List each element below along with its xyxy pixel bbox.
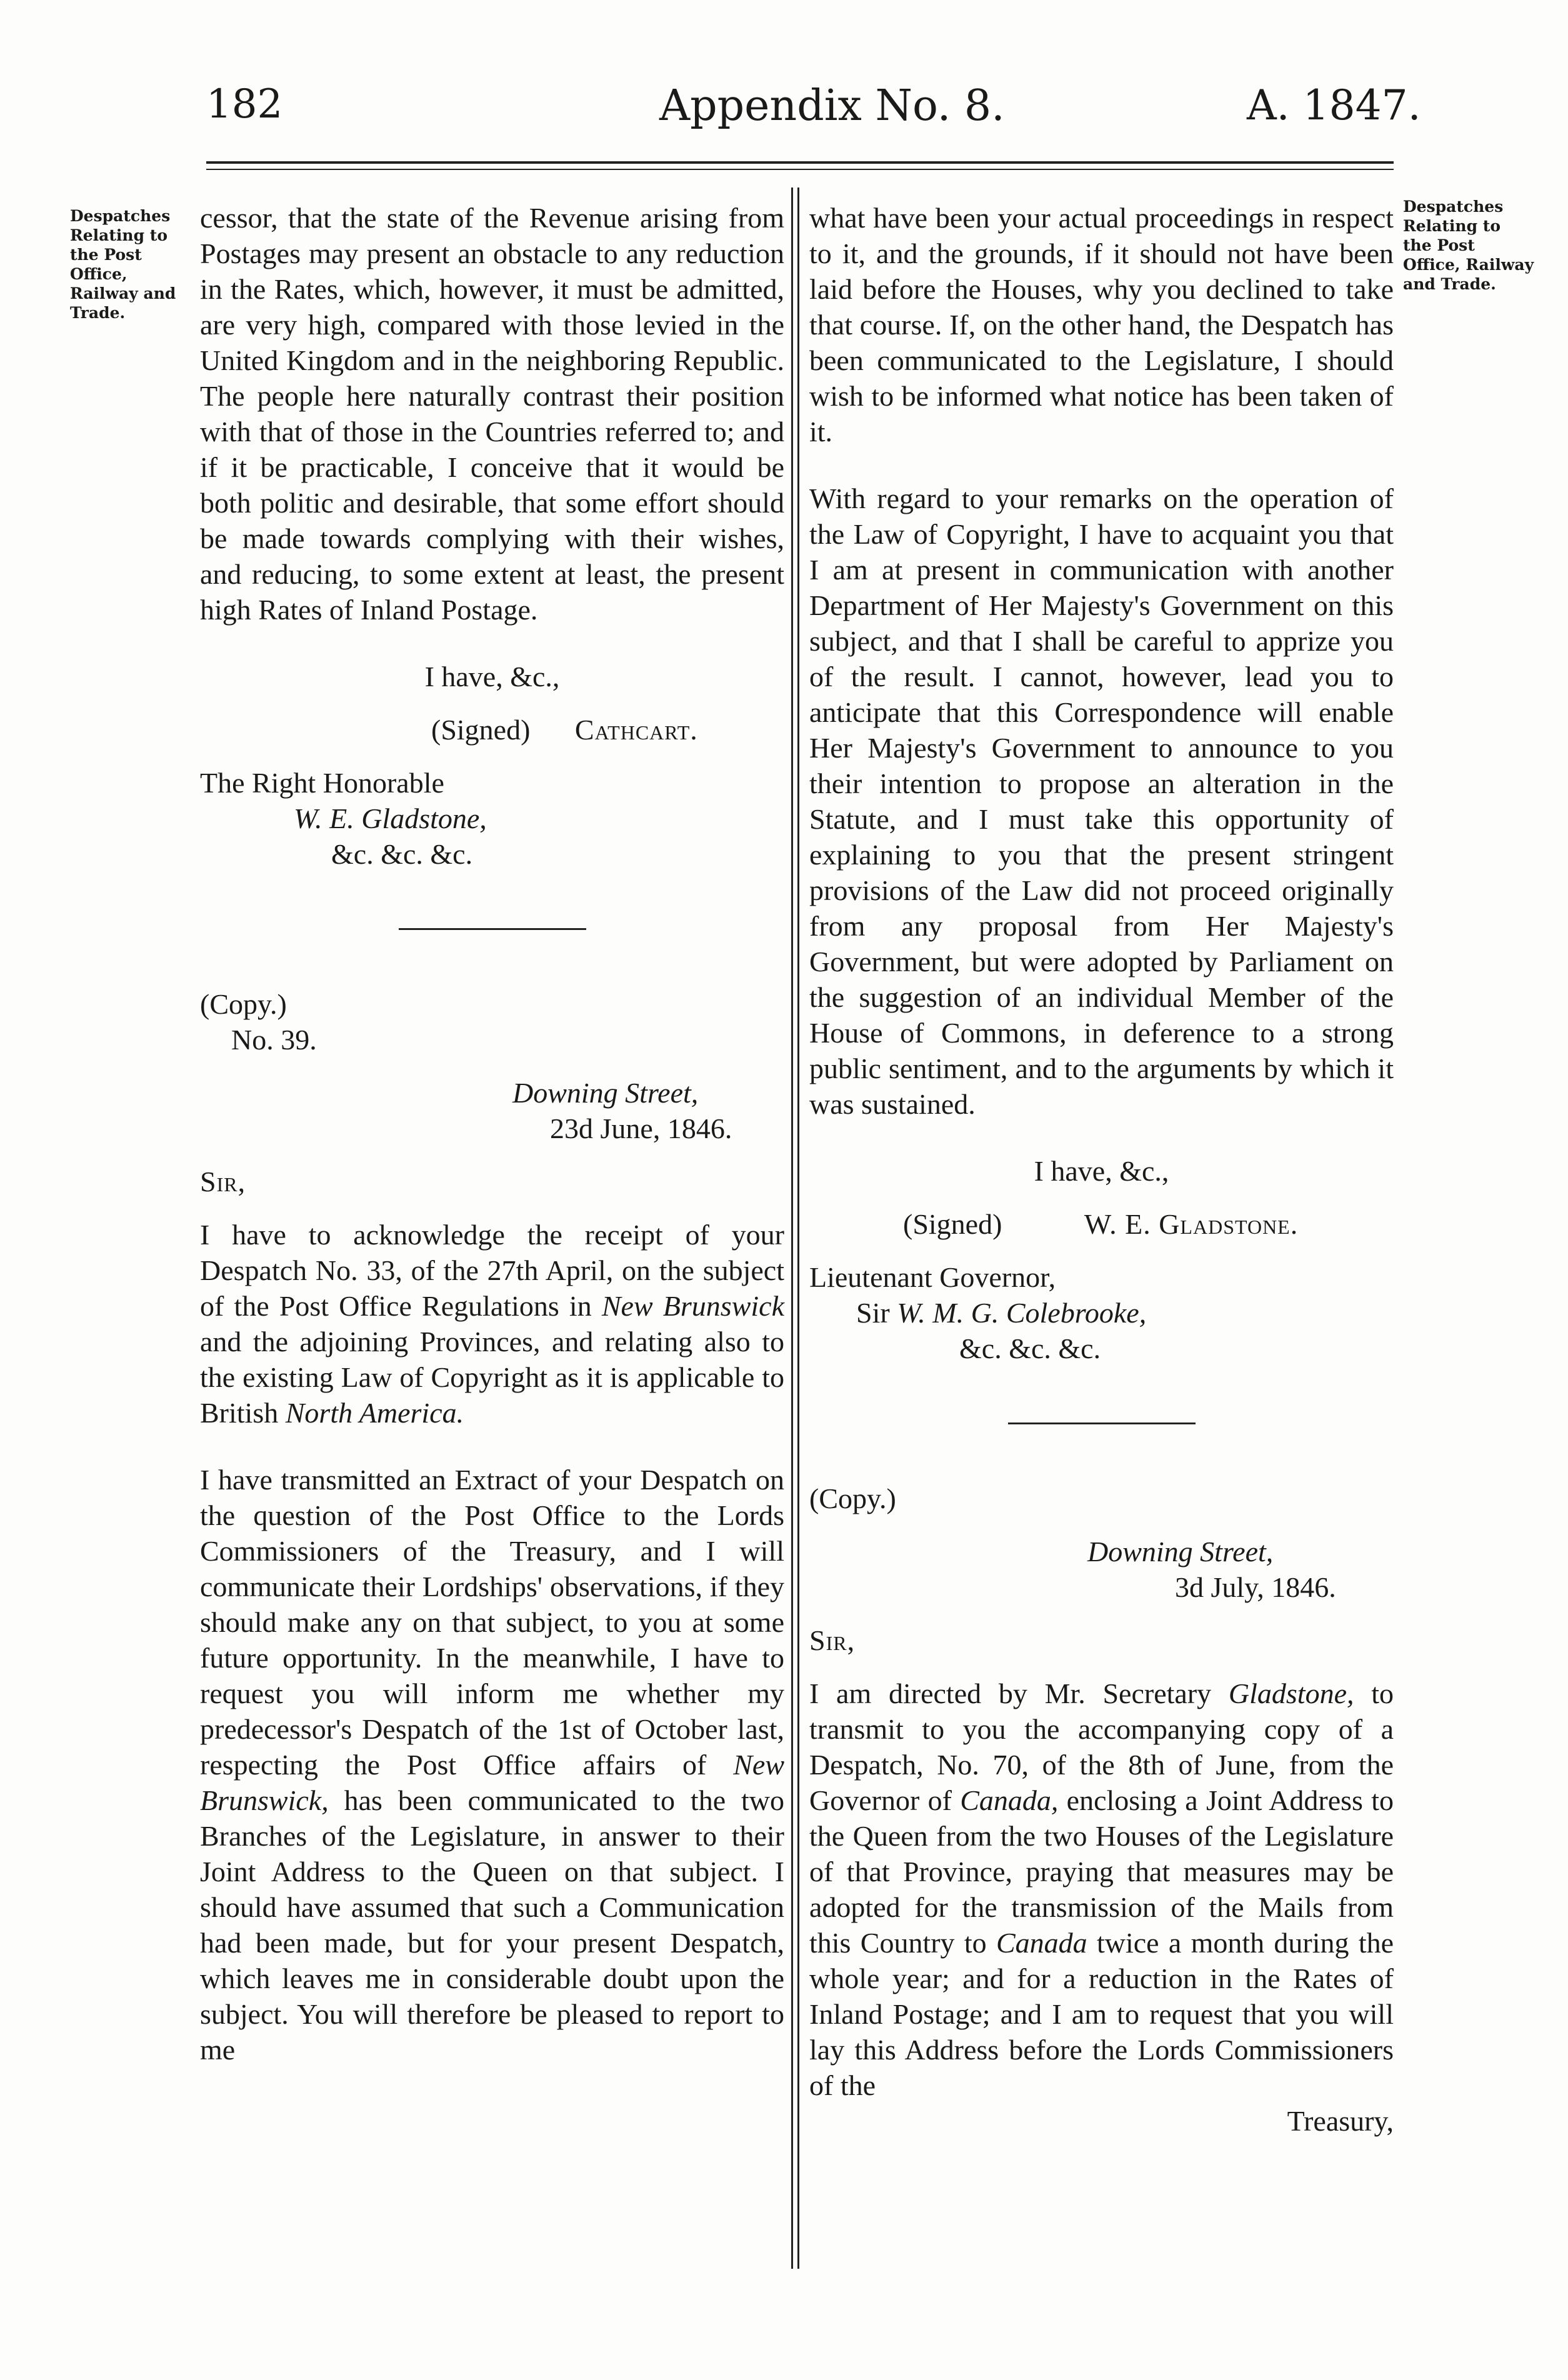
right-addr2-pre: Sir: [856, 1297, 890, 1329]
right-signature: [809, 1206, 1394, 1242]
page-year: A. 1847.: [1247, 81, 1421, 129]
left-para2-a: I have to acknowledge the receipt of your Despatch No. 33, of the 27th April, on the subject of the Post Office Regulations in: [200, 1219, 784, 1322]
right-date: 3d July, 1846.: [1175, 1571, 1336, 1603]
header-rule-bottom: [206, 169, 1394, 170]
page-number: 182: [206, 81, 283, 128]
left-para3-c: has been communicated to the two Branches of the Legislature, in answer to their Joint Address to the Queen on that subject. I should have assumed that such a Communication had been made, but for your present Despatch, which leaves me in considerable doubt upon the subject. You will therefore be pleased to report to me: [200, 1784, 785, 2066]
sidenote-right: Despatches Relating to the Post Office, Railway and Trade.: [1403, 198, 1534, 293]
left-place: Downing Street,: [512, 1077, 699, 1109]
left-paragraph-3: [200, 1462, 784, 2068]
right-catchword: Treasury,: [1287, 2105, 1394, 2137]
left-signer: Cathcart.: [574, 714, 698, 746]
right-para3-a: I am directed by Mr. Secretary: [809, 1678, 1212, 1709]
right-copy: (Copy.): [809, 1482, 896, 1514]
right-column: [809, 200, 1394, 2139]
left-para3-b: New Brunswick,: [200, 1749, 785, 1816]
right-closing: I have, &c.,: [1034, 1155, 1169, 1187]
left-paragraph-1: cessor, that the state of the Revenue arising from Postages may present an obstacle to any reduction in the Rates, which, however, it must be admitted, are very high, compared with those levied in the United Kingdom and in the neighboring Republic. The people here naturally contrast their position with that of those in the Countries referred to; and if it be practicable, I conceive that it would be both politic and desirable, that some effort should be made towards complying with their wishes, and reducing, to some extent at least, the present high Rates of Inland Postage.: [200, 202, 784, 626]
left-addressee-2: W. E. Gladstone,: [294, 802, 487, 834]
left-separator: [399, 928, 586, 930]
right-addressee-3: &c. &c. &c.: [959, 1332, 1101, 1364]
right-addr2-name: W. M. G. Colebrooke,: [897, 1297, 1147, 1329]
right-para3-d: Canada,: [960, 1784, 1059, 1816]
right-place: Downing Street,: [1087, 1536, 1274, 1568]
right-para3-c: to transmit to you the accompanying copy of a Despatch, No. 70, of the 8th of June, from the Governor of: [809, 1678, 1394, 1816]
left-para2-b: New Brunswick: [601, 1290, 785, 1322]
left-date: 23d June, 1846.: [550, 1112, 732, 1144]
right-salutation: Sir,: [809, 1624, 856, 1656]
left-addressee-1: The Right Honorable: [200, 767, 444, 799]
column-divider-right: [797, 188, 799, 2269]
left-paragraph-2: [200, 1217, 784, 1431]
left-para2-d: North America.: [285, 1397, 464, 1429]
left-closing: I have, &c.,: [424, 661, 560, 692]
right-signed-label: (Signed): [903, 1208, 1002, 1240]
right-paragraph-3: [809, 1676, 1394, 2103]
right-para3-g: twice a month during the whole year; and for a reduction in the Rates of Inland Postage; and I am to request that you will lay this Address before the Lords Commissioners of the: [809, 1927, 1394, 2101]
sidenote-left: Despatches Relating to the Post Office, Railway and Trade.: [70, 207, 176, 322]
page-title: Appendix No. 8.: [659, 81, 1005, 131]
left-para3-a: I have transmitted an Extract of your Despatch on the question of the Post Office to the Lords Commissioners of the Treasury, and I will communicate their Lordships' observations, if they should make any on that subject, to you at some future opportunity. In the meanwhile, I have to request you will inform me whether my predecessor's Despatch of the 1st of October last, respecting the Post Office affairs of: [200, 1464, 784, 1781]
left-signature: [200, 712, 784, 748]
left-number: No. 39.: [231, 1024, 317, 1056]
right-paragraph-2: With regard to your remarks on the operation of the Law of Copyright, I have to acquaint you that I am at present in communication with another Department of Her Majesty's Government on this subject, and that I shall be careful to apprize you of the result. I cannot, however, lead you to anticipate that this Correspondence will enable Her Majesty's Government to announce to you their intention to propose an alteration in the Statute, and I must take this opportunity of explaining to you that the present stringent provisions of the Law did not proceed originally from any proposal from Her Majesty's Government, but were adopted by Parliament on the suggestion of an individual Member of the House of Commons, in deference to a strong public sentiment, and to the arguments by which it was sustained.: [809, 482, 1394, 1120]
right-para3-b: Gladstone,: [1228, 1678, 1354, 1709]
right-para3-e: enclosing a Joint Address to the Queen from the two Houses of the Legislature of that Province, praying that measures may be adopted for the transmission of the Mails from this Country to: [809, 1784, 1394, 1959]
right-addressee-1: Lieutenant Governor,: [809, 1261, 1056, 1293]
right-separator: [1008, 1422, 1196, 1424]
right-para3-f: Canada: [996, 1927, 1087, 1959]
column-divider-left: [791, 188, 793, 2269]
left-column: [200, 200, 784, 2068]
right-paragraph-1: what have been your actual proceedings in respect to it, and the grounds, if it should not have been laid before the Houses, why you declined to take that course. If, on the other hand, the Despatch has been communicated to the Legislature, I should wish to be informed what notice has been taken of it.: [809, 202, 1394, 448]
right-addressee-2: [809, 1295, 1394, 1331]
page-header: [0, 81, 1568, 144]
header-rule-top: [206, 161, 1394, 164]
left-signed-label: (Signed): [431, 714, 531, 746]
right-signer: W. E. Gladstone.: [1084, 1208, 1299, 1240]
left-copy: (Copy.): [200, 988, 287, 1020]
left-para2-c: and the adjoining Provinces, and relating also to the existing Law of Copyright as it is applicable to British: [200, 1326, 784, 1429]
left-salutation: Sir,: [200, 1166, 246, 1198]
left-addressee-3: &c. &c. &c.: [331, 838, 473, 870]
